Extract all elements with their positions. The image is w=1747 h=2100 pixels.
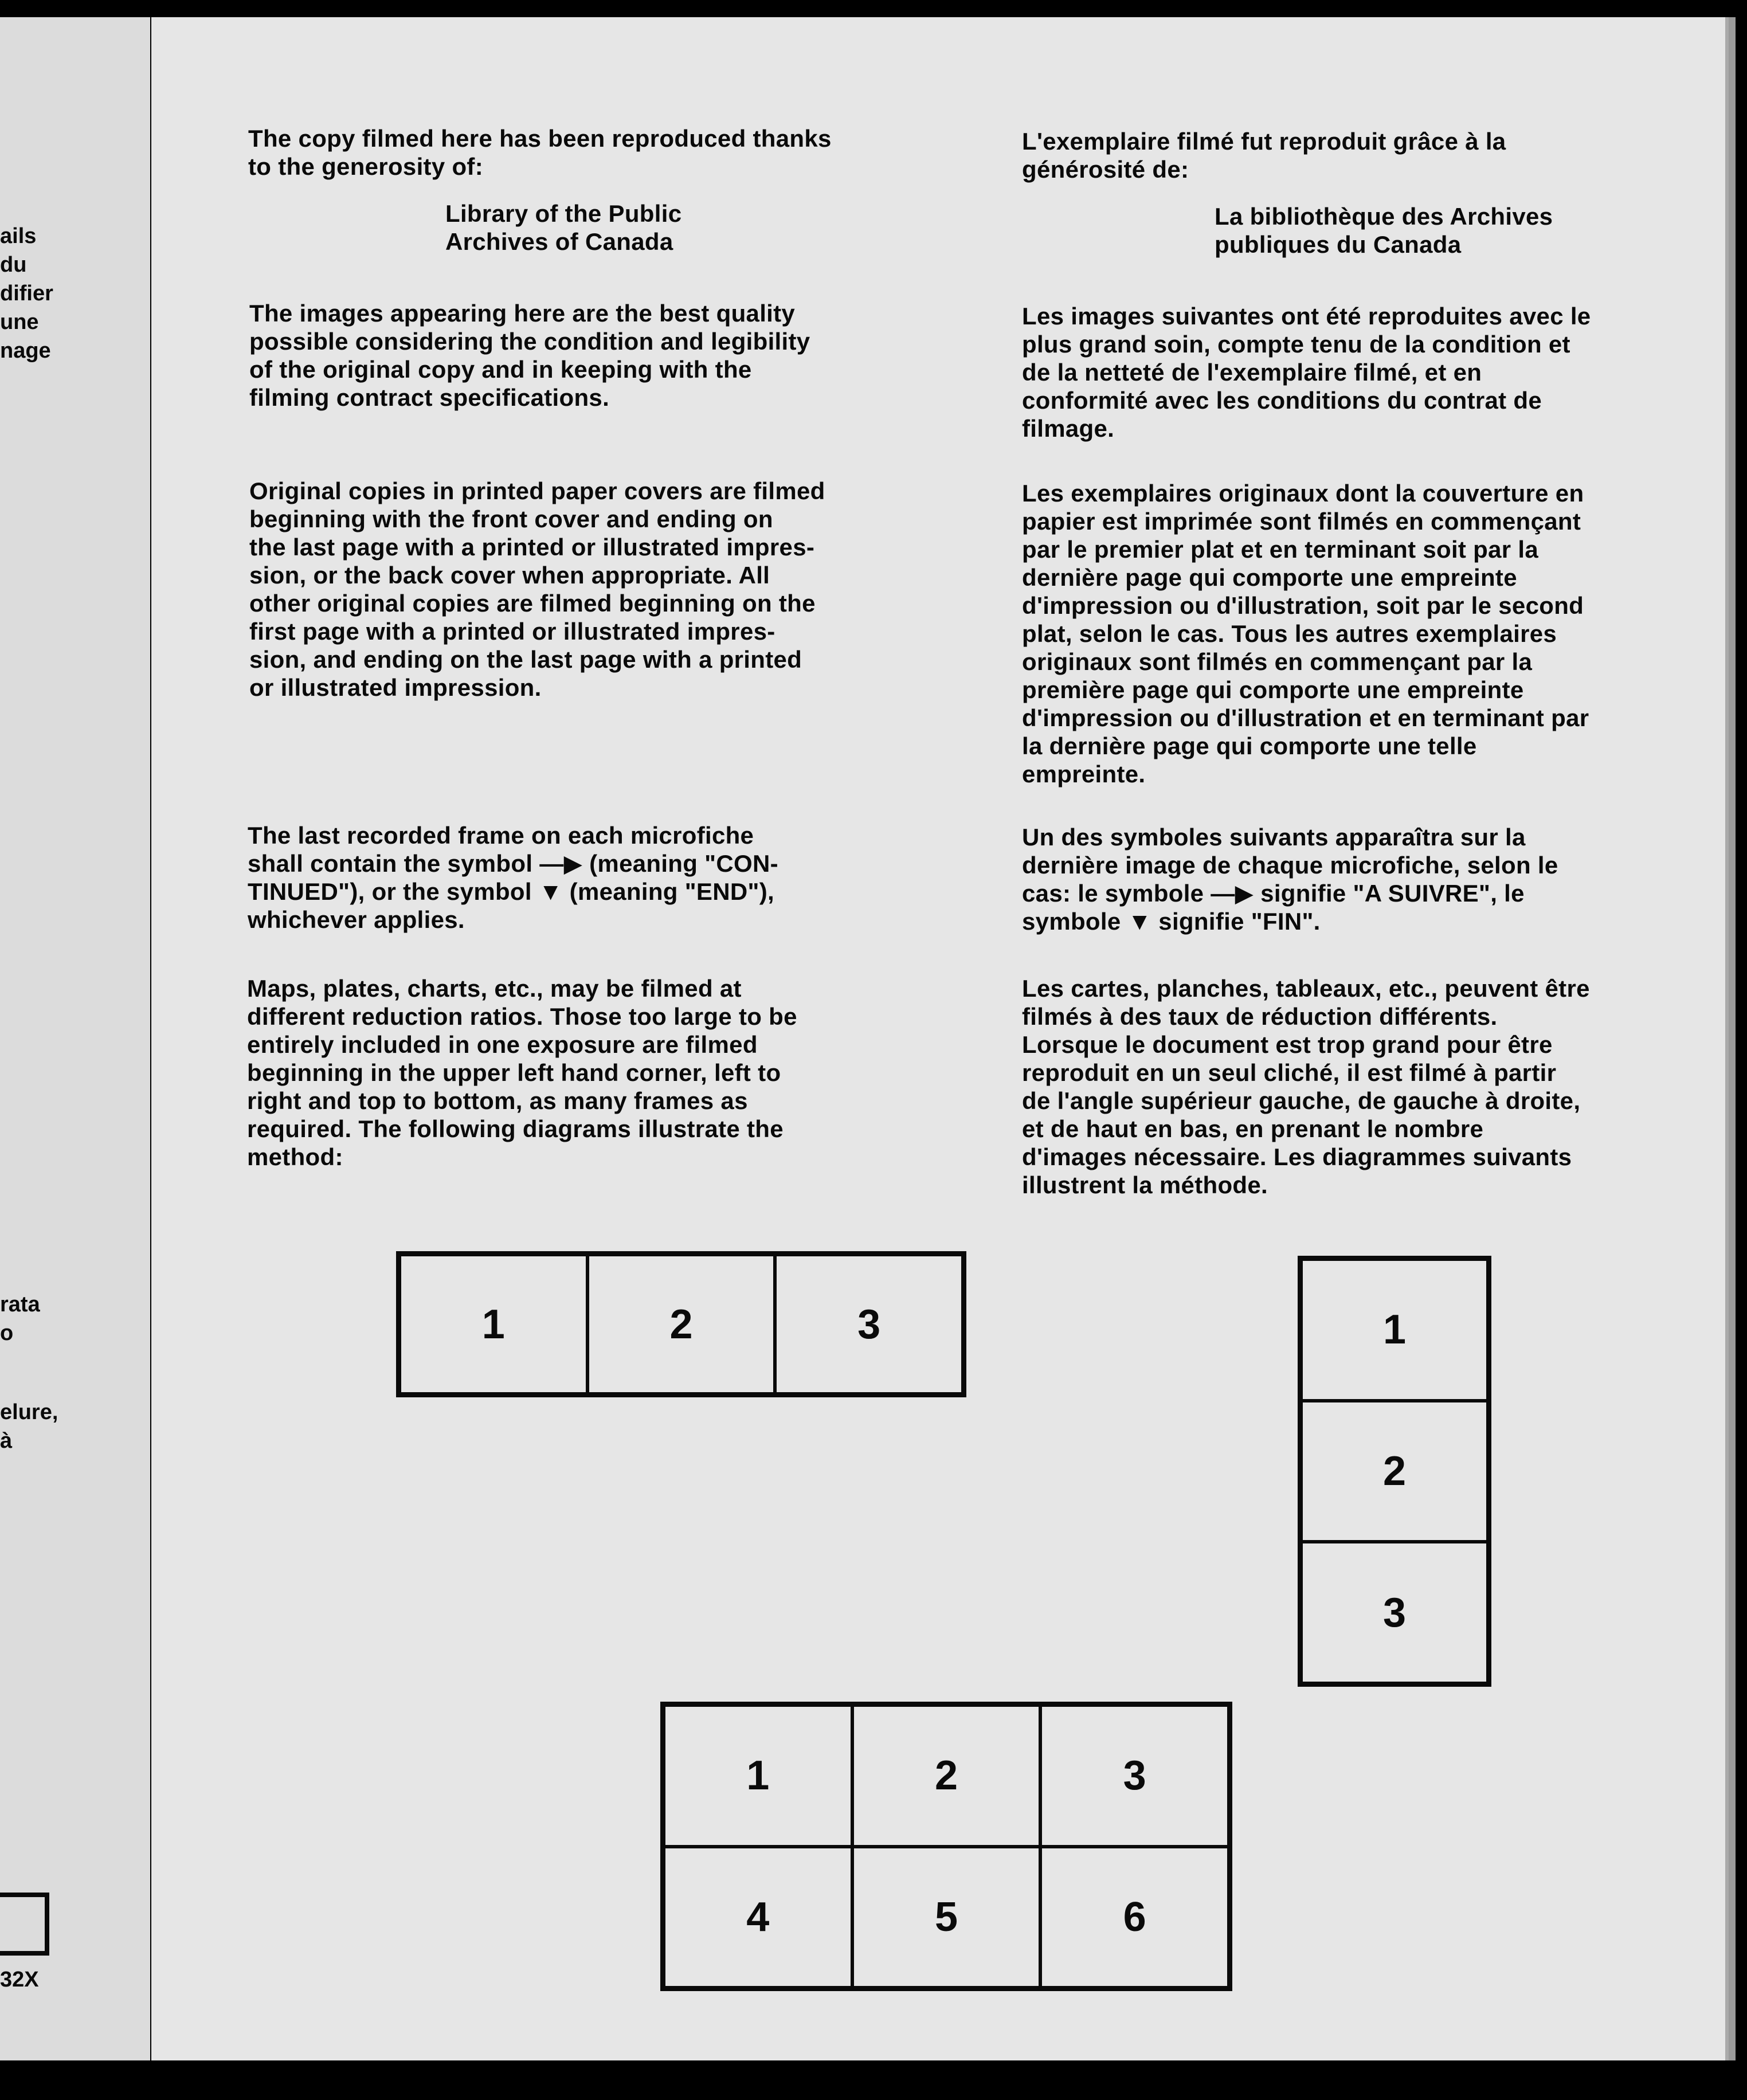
prev-text-line: une	[0, 310, 39, 334]
prev-text-line: elure,	[0, 1400, 58, 1424]
frame-cell: 2	[852, 1705, 1041, 1847]
en-maps-note: Maps, plates, charts, etc., may be filmed at different reduction ratios. Those too large to be entirely included in one exposure are filmed beginning in the upper left hand corner, left to right and top to bottom, as many frames as required. The following diagrams illustrate the method:	[247, 975, 797, 1170]
fr-acknowledgement: L'exemplaire filmé fut reproduit grâce à la générosité de:	[1022, 128, 1506, 183]
previous-page-strip	[0, 17, 150, 2060]
en-institution: Library of the Public Archives of Canada	[445, 200, 682, 255]
en-symbols-note: The last recorded frame on each microfiche shall contain the symbol —▶ (meaning "CON- TINUED"), or the symbol ▼ (meaning "END"), whichever applies.	[248, 822, 778, 933]
en-acknowledgement: The copy filmed here has been reproduced thanks to the generosity of:	[248, 125, 832, 180]
prev-text-line: à	[0, 1429, 13, 1453]
frame-cell: 2	[587, 1255, 775, 1394]
en-quality-note: The images appearing here are the best quality possible considering the condition and legibility of the original copy and in keeping with the filming contract specifications.	[249, 300, 810, 411]
prev-text-line: difier	[0, 281, 53, 305]
diagram-grid	[660, 1702, 1232, 1991]
diagram-vertical	[1298, 1256, 1491, 1687]
frame-cell: 3	[775, 1255, 963, 1394]
fr-quality-note: Les images suivantes ont été reproduites avec le plus grand soin, compte tenu de la condition et de la netteté de l'exemplaire filmé, et en conformité avec les conditions du contrat de filmage.	[1022, 303, 1591, 442]
prev-reference-box	[0, 1893, 49, 1956]
frame-cell: 1	[399, 1255, 587, 1394]
prev-scale-label: 32X	[0, 1968, 39, 1992]
page-edge	[1729, 17, 1736, 2060]
frame-cell: 4	[664, 1847, 852, 1988]
prev-text-line: rata	[0, 1292, 40, 1317]
frame-cell: 1	[664, 1705, 852, 1847]
fr-maps-note: Les cartes, planches, tableaux, etc., peuvent être filmés à des taux de réduction différents. Lorsque le document est trop grand pour être reproduit en un seul cliché, il est filmé à partir de l'angle supérieur gauche, de gauche à droite, et de haut en bas, en prenant le nombre d'images nécessaire. Les diagrammes suivants illustrent la méthode.	[1022, 975, 1590, 1198]
frame-cell: 2	[1301, 1401, 1488, 1542]
frame-cell: 5	[852, 1847, 1041, 1988]
en-filming-order: Original copies in printed paper covers are filmed beginning with the front cover and ending on the last page with a printed or illustrated impres- sion, or the back cover when appropriate. All other original copies are filmed beginning on the first page with a printed or illustrated impres- sion, and ending on the last page with a printed or illustrated impression.	[249, 477, 825, 701]
prev-text-line: o	[0, 1321, 14, 1345]
frame-cell: 6	[1040, 1847, 1229, 1988]
prev-text-line: nage	[0, 339, 51, 363]
frame-cell: 3	[1301, 1542, 1488, 1683]
fr-symbols-note: Un des symboles suivants apparaîtra sur la dernière image de chaque microfiche, selon le cas: le symbole —▶ signifie "A SUIVRE", le symbole ▼ signifie "FIN".	[1022, 824, 1558, 935]
prev-text-line: du	[0, 253, 27, 277]
prev-text-line: ails	[0, 224, 37, 248]
frame-cell: 3	[1040, 1705, 1229, 1847]
diagram-horizontal	[396, 1251, 966, 1397]
frame-cell: 1	[1301, 1259, 1488, 1401]
fr-institution: La bibliothèque des Archives publiques du Canada	[1215, 203, 1553, 258]
fr-filming-order: Les exemplaires originaux dont la couverture en papier est imprimée sont filmés en commençant par le premier plat et en terminant soit par la dernière page qui comporte une empreinte d'impression ou d'illustration, soit par le second plat, selon le cas. Tous les autres exemplaires originaux sont filmés en commençant par la première page qui comporte une empreinte d'impression ou d'illustration et en terminant par la dernière page qui comporte une telle empreinte.	[1022, 480, 1589, 788]
